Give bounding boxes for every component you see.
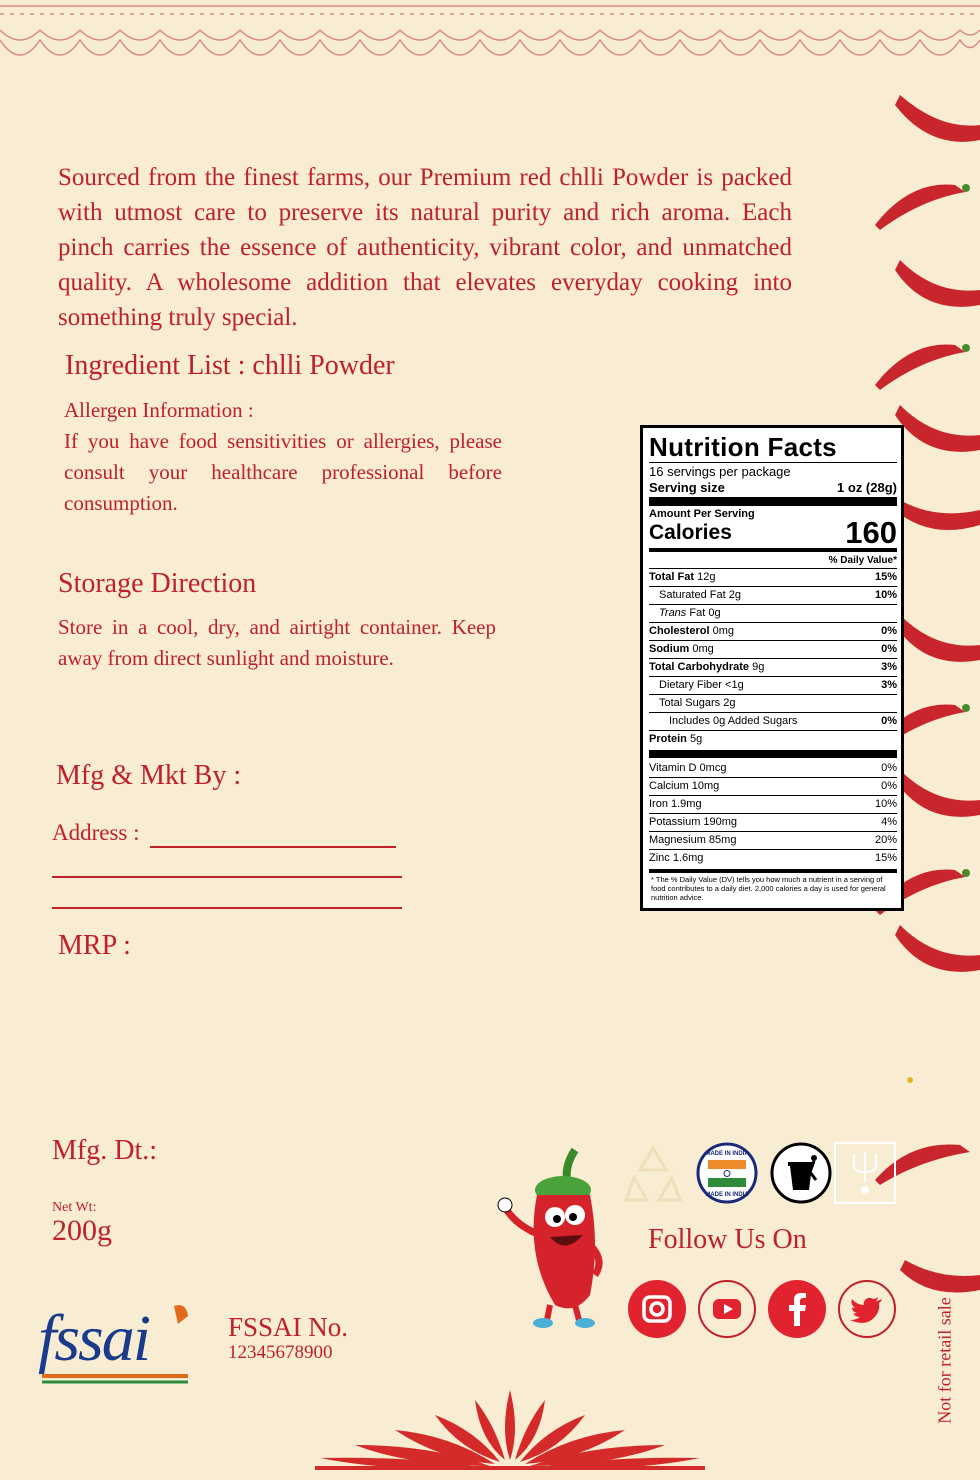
recycle-icon xyxy=(622,1142,684,1204)
servings-per-package: 16 servings per package xyxy=(649,464,791,479)
mfg-title: Mfg & Mkt By : xyxy=(56,760,242,791)
mfg-date-label: Mfg. Dt.: xyxy=(52,1135,157,1166)
storage-text: Store in a cool, dry, and airtight container. Keep away from direct sunlight and moisture. xyxy=(58,615,496,670)
serving-size-row xyxy=(649,480,897,495)
storage-title: Storage Direction xyxy=(58,568,257,599)
nutrient-row: Protein 5g xyxy=(649,733,703,745)
serving-size-value: 1 oz (28g) xyxy=(837,480,897,495)
chilli-mascot xyxy=(495,1145,620,1330)
micronutrient-row: Zinc 1.6mg 15% xyxy=(649,852,897,864)
net-weight-label: Net Wt: xyxy=(52,1200,97,1215)
twitter-button[interactable] xyxy=(838,1280,896,1338)
twitter-icon xyxy=(840,1282,894,1336)
micronutrient-row: Iron 1.9mg 10% xyxy=(649,796,897,814)
address-line-2 xyxy=(52,876,402,878)
youtube-icon xyxy=(700,1282,754,1336)
daily-value-header: % Daily Value* xyxy=(649,554,897,569)
address-label: Address : xyxy=(52,820,140,845)
youtube-button[interactable] xyxy=(698,1280,756,1338)
allergen-title: Allergen Information : xyxy=(64,398,254,422)
top-ornament-border xyxy=(0,0,980,80)
mrp-label: MRP : xyxy=(58,930,131,961)
allergen-text: If you have food sensitivities or allergies, please consult your healthcare professional before consumption. xyxy=(64,429,502,515)
micronutrient-row: Potassium 190mg 4% xyxy=(649,814,897,832)
address-line-1 xyxy=(150,846,396,848)
nutrient-row: Trans Fat 0g xyxy=(649,605,897,623)
instagram-button[interactable] xyxy=(628,1280,686,1338)
dispose-bin-icon xyxy=(770,1142,832,1204)
bottom-leaf-ornament xyxy=(300,1380,720,1470)
nutrient-row: Includes 0g Added Sugars 0% xyxy=(649,713,897,731)
nutrient-row: Total Sugars 2g xyxy=(649,695,897,713)
facebook-button[interactable] xyxy=(768,1280,826,1338)
nutrient-row: Cholesterol 0mg 0% xyxy=(649,623,897,641)
food-grade-icon xyxy=(834,1142,896,1204)
follow-us-label: Follow Us On xyxy=(648,1224,807,1255)
nutrient-row: Dietary Fiber <1g 3% xyxy=(649,677,897,695)
nutrient-row: Total Carbohydrate 9g 3% xyxy=(649,659,897,677)
nutrition-footnote: * The % Daily Value (DV) tells you how much a nutrient in a serving of food contributes to a daily diet. 2,000 calories a day is used for general nutrition advice. xyxy=(651,875,886,902)
instagram-icon xyxy=(628,1280,686,1338)
ingredient-list: Ingredient List : chlli Powder xyxy=(65,350,395,381)
fssai-logo-text: fssai xyxy=(38,1302,150,1375)
made-in-india-top-text: MADE IN INDIA xyxy=(705,1151,749,1157)
nutrition-facts-panel xyxy=(640,425,904,911)
fssai-number: 12345678900 xyxy=(228,1342,333,1363)
address-line-3 xyxy=(52,907,402,909)
nutrient-row: Total Fat 12g 15% xyxy=(649,569,897,587)
calories-value: 160 xyxy=(845,515,897,550)
product-description: Sourced from the finest farms, our Premium red chlli Powder is packed with utmost care to preserve its natural purity and rich aroma. Each pinch carries the essence of authenticity, vibrant color, and unmatched quality. A wholesome addition that elevates everyday cooking into something truly special. xyxy=(58,164,792,331)
not-for-retail-text: Not for retail sale xyxy=(934,1297,955,1424)
micronutrient-row: Calcium 10mg 0% xyxy=(649,778,897,796)
serving-size-label: Serving size xyxy=(649,480,725,495)
made-in-india-bottom-text: MADE IN INDIA xyxy=(705,1192,749,1198)
net-weight-value: 200g xyxy=(52,1214,112,1247)
nutrient-row: Sodium 0mg 0% xyxy=(649,641,897,659)
amount-per-serving: Amount Per Serving xyxy=(649,508,755,520)
made-in-india-badge xyxy=(696,1142,758,1204)
nutrient-row: Saturated Fat 2g 10% xyxy=(649,587,897,605)
micronutrient-row: Magnesium 85mg 20% xyxy=(649,832,897,850)
fssai-label: FSSAI No. xyxy=(228,1312,349,1342)
nutrition-title: Nutrition Facts xyxy=(649,432,837,462)
calories-row xyxy=(649,515,897,550)
facebook-icon xyxy=(768,1280,826,1338)
calories-label: Calories xyxy=(649,521,732,544)
micronutrient-row: Vitamin D 0mcg 0% xyxy=(649,760,897,778)
fssai-logo xyxy=(38,1298,198,1388)
